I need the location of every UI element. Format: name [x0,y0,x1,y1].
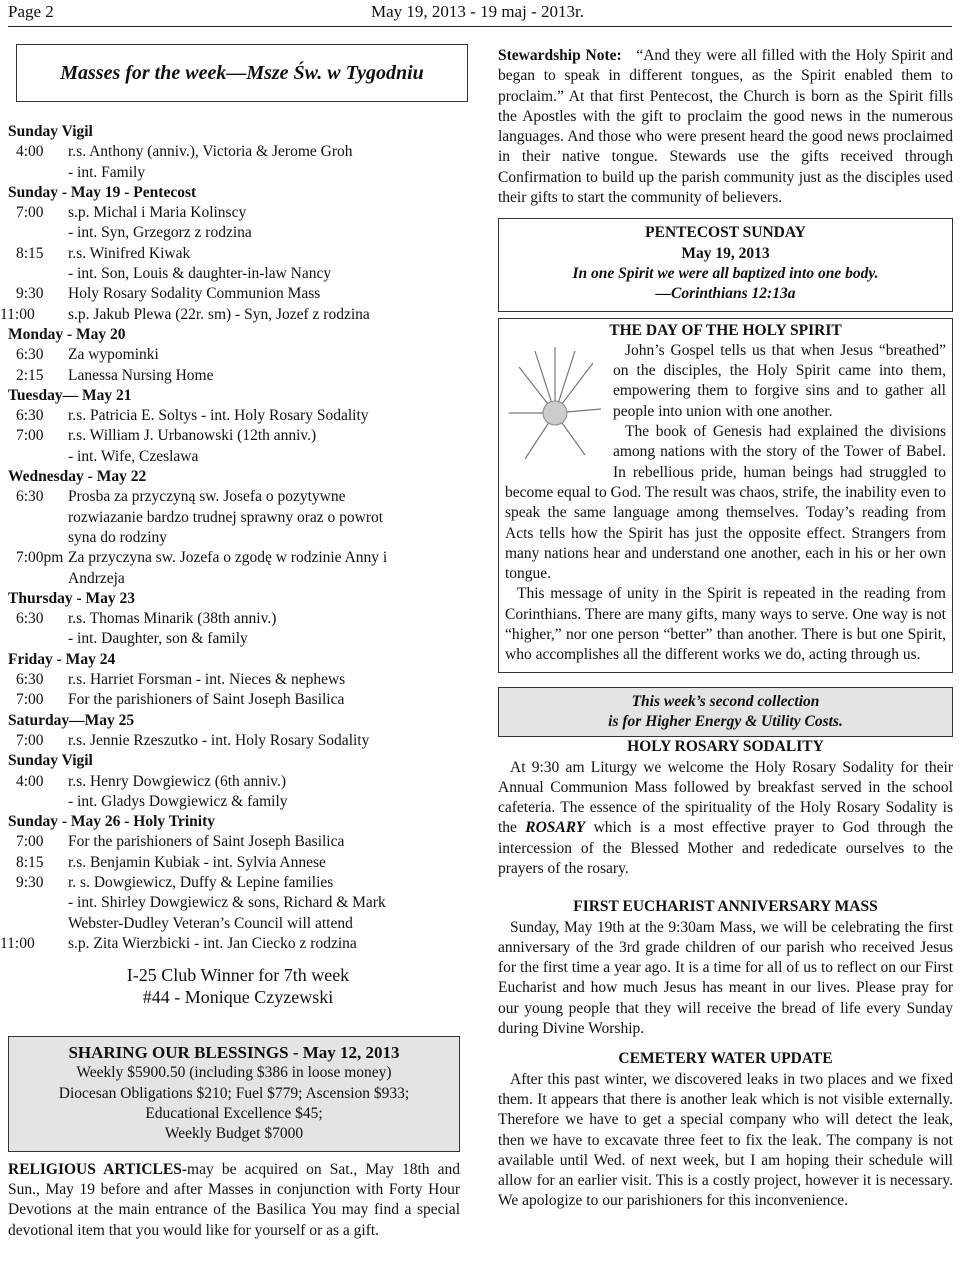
cemetery-text: After this past winter, we discovered leaks in two places and we fixed them. It appears that there is another leak which is not visible externally. Therefore we have to get a special company who will detect the leak, then we have to excavate three feet to fix the leak. The company is not available until Wed. of next week, but I am hoping their schedule will allow for an earlier visit. This is a costly project, however it is necessary. We apologize to our parishioners for this inconvenience. [498,1070,953,1210]
religious-articles-text: may be acquired on Sat., May 18th and Sun., May 19 before and after Masses in conjunction with Forty Hour Devotions at the main entrance of the Basilica You may find a special devotional item that you would like for yourself or as a gift. [8,1160,461,1239]
sharing-line: Weekly Budget $7000 [164,1125,304,1143]
sharing-line: Diocesan Obligations $210; Fuel $779; Ascension $933; [58,1084,410,1102]
mass-time: 4:00 [16,772,44,790]
mass-day-heading: Wednesday - May 22 [8,468,147,486]
mass-intention-line: r.s. Patricia E. Soltys - int. Holy Rosary Sodality [68,407,369,425]
sharing-blessings-box [8,1036,460,1151]
mass-day-heading: Sunday Vigil [8,123,93,140]
mass-entry [8,244,468,285]
holy-spirit-p2: The book of Genesis had explained the divisions among nations with the story of the Tower of Babel. In rebellious pride, human beings had struggled to become equal to God. The result was chaos, strife, the inability even to speak the same language among themselves. Today’s reading from Acts tells how the Spirit has just the opposite effect. Strangers from many nations hear and understand one another, each in his or her own tongue. [505,423,946,583]
mass-entry [8,284,468,304]
pentecost-cite: —Corinthians 12:13a [655,285,796,303]
eucharist-title: FIRST EUCHARIST ANNIVERSARY MASS [573,898,878,916]
mass-intention-line: r.s. Henry Dowgiewicz (6th anniv.) [68,772,287,790]
left-column [0,44,468,1241]
mass-intention [68,873,468,934]
mass-intention-line: - int. Family [68,163,146,181]
mass-intention [68,487,468,548]
mass-entry [8,690,468,710]
second-collection-box [498,687,953,738]
mass-time: 7:00 [16,204,44,222]
mass-entry [0,305,468,325]
mass-intention-line: Webster-Dudley Veteran’s Council will attend [68,914,353,932]
rosary-text [498,758,953,880]
mass-day-heading: Thursday - May 23 [8,589,136,607]
holy-spirit-title: THE DAY OF THE HOLY SPIRIT [609,321,842,339]
mass-time: 11:00 [0,305,35,323]
mass-time: 9:30 [16,873,44,891]
mass-day-heading: Friday - May 24 [8,650,116,668]
club-winner-line1: I-25 Club Winner for 7th week [126,965,350,986]
mass-time: 2:15 [16,366,44,384]
stewardship-text: “And they were all filled with the Holy Spirit and began to speak in different tongues, as the Spirit enabled them to proclaim.” At that first Pentecost, the Church is born as the Spirit fills the Apostles with the gift to proclaim the good news in the numerous languages. And those who were present heard the good news proclaimed in their native tongue. Stewards use the gifts received through Confirmation to build up the parish community just as the disciples used their gifts to start the community of believers. [498,47,954,207]
mass-intention-line: - int. Daughter, son & family [68,630,248,648]
mass-time: 7:00pm [16,549,64,567]
mass-entry [8,406,468,426]
mass-day-heading: Saturday—May 25 [8,711,135,729]
mass-entry [8,487,468,548]
mass-time: 6:30 [16,610,44,628]
right-column [498,46,953,1212]
mass-intention [68,203,468,244]
mass-intention-line: r.s. Anthony (anniv.), Victoria & Jerome Groh [68,143,353,161]
mass-entry [8,609,468,650]
mass-entry [8,873,468,934]
cemetery-title: CEMETERY WATER UPDATE [618,1050,833,1068]
mass-time: 7:00 [16,691,44,709]
mass-intention-line: - int. Syn, Grzegorz z rodzina [68,224,252,242]
mass-intention [68,548,468,589]
mass-intention [68,609,468,650]
masses-title-box [16,44,468,102]
mass-entry [8,203,468,244]
mass-time: 6:30 [16,671,44,689]
pentecost-quote: In one Spirit we were all baptized into one body. [572,264,879,282]
rosary-title: HOLY ROSARY SODALITY [627,738,824,756]
bulletin-date: May 19, 2013 - 19 maj - 2013r. [371,2,584,21]
mass-intention-line: rozwiazanie bardzo trudnej sprawny oraz o powrot [68,508,384,526]
mass-intention-line: - int. Gladys Dowgiewicz & family [68,792,288,810]
pentecost-date: May 19, 2013 [681,244,770,262]
mass-intention-line: Andrzeja [68,569,125,587]
sharing-title: SHARING OUR BLESSINGS - May 12, 2013 [68,1043,400,1063]
mass-time: 6:30 [16,488,44,506]
mass-intention-line: For the parishioners of Saint Joseph Basilica [68,691,345,709]
mass-entry [8,548,468,589]
mass-time: 8:15 [16,853,44,871]
mass-intention [68,772,468,813]
religious-articles [8,1160,468,1241]
mass-time: 11:00 [0,934,35,952]
mass-intention [68,690,468,710]
mass-entry [8,366,468,386]
stewardship-note [498,46,953,208]
dove-icon [505,343,605,467]
mass-entry [8,142,468,183]
pentecost-title: PENTECOST SUNDAY [645,224,806,242]
page-number: Page 2 [8,2,54,21]
mass-intention [68,853,468,873]
religious-articles-lead: RELIGIOUS ARTICLES- [8,1160,188,1178]
mass-intention [68,305,468,325]
collection-line2: is for Higher Energy & Utility Costs. [608,712,843,730]
mass-time: 9:30 [16,285,44,303]
mass-intention [68,366,468,386]
mass-time: 8:15 [16,244,44,262]
mass-intention [68,142,468,183]
mass-time: 6:30 [16,346,44,364]
mass-intention [68,426,468,467]
sharing-line: Educational Excellence $45; [145,1105,323,1123]
stewardship-lead: Stewardship Note: [498,47,622,64]
mass-intention-line: r.s. William J. Urbanowski (12th anniv.) [68,427,317,445]
mass-intention-line: r.s. Winifred Kiwak [68,244,191,262]
mass-intention-line: r.s. Thomas Minarik (38th anniv.) [68,610,277,628]
sharing-line: Weekly $5900.50 (including $386 in loose money) [76,1064,392,1082]
mass-intention-line: - int. Son, Louis & daughter-in-law Nancy [68,265,332,283]
holy-spirit-p3: This message of unity in the Spirit is repeated in the reading from Corinthians. There are many gifts, many ways to serve. One way is not “higher,” nor one person “better” than another. There is but one Spirit, who accomplishes all the different works we do, acting through us. [505,585,946,664]
rosary-text-post: which is a most effective prayer to God through the intercession of the Blessed Mother and rededicate ourselves to the prayers of the rosary. [498,819,954,877]
mass-entry [8,832,468,852]
mass-intention-line: r.s. Harriet Forsman - int. Nieces & nephews [68,671,346,689]
mass-time: 7:00 [16,427,44,445]
club-winner [8,964,468,1008]
mass-intention-line: Lanessa Nursing Home [68,366,214,384]
mass-time: 7:00 [16,833,44,851]
mass-intention-line: syna do rodziny [68,528,168,546]
masses-title: Masses for the week—Msze Św. w Tygodniu [60,61,424,84]
mass-time: 6:30 [16,407,44,425]
mass-intention-line: Prosba za przyczyną sw. Josefa o pozytywne [68,488,346,506]
holy-spirit-box [498,318,953,673]
mass-intention-line: s.p. Jakub Plewa (22r. sm) - Syn, Jozef z rodzina [68,305,370,323]
holy-spirit-p1: John’s Gospel tells us that when Jesus “breathed” on the disciples, the Holy Spirit came into them, empowering them to forgive sins and to gather all people into union with one another. [613,341,946,420]
mass-entry [8,670,468,690]
mass-entry [8,426,468,467]
mass-intention [68,284,468,304]
header-rule [8,26,952,27]
mass-day-heading: Tuesday— May 21 [8,386,132,404]
mass-intention-line: Za przyczyna sw. Jozefa o zgodę w rodzinie Anny i [68,549,388,567]
mass-intention [68,244,468,285]
mass-entry [8,853,468,873]
mass-intention [68,406,468,426]
mass-entry [8,731,468,751]
mass-intention-line: r.s. Benjamin Kubiak - int. Sylvia Annese [68,853,326,871]
mass-day-heading: Sunday - May 26 - Holy Trinity [8,813,215,831]
mass-entry [8,345,468,365]
mass-intention-line: For the parishioners of Saint Joseph Basilica [68,833,345,851]
rosary-text-pre: At 9:30 am Liturgy we welcome the Holy Rosary Sodality for their Annual Communion Mass followed by breakfast served in the school cafeteria. The essence of the spirituality of the Holy Rosary Sodality is the [498,758,953,837]
mass-intention [68,934,468,954]
mass-intention-line: - int. Shirley Dowgiewicz & sons, Richard & Mark [68,894,386,912]
mass-day-heading: Sunday Vigil [8,752,93,770]
mass-entry [8,772,468,813]
mass-intention-line: Holy Rosary Sodality Communion Mass [68,285,321,303]
mass-intention-line: s.p. Michal i Maria Kolinscy [68,204,247,222]
mass-intention-line: r. s. Dowgiewicz, Duffy & Lepine families [68,873,334,891]
mass-day-heading: Monday - May 20 [8,325,126,343]
mass-entry [0,934,468,954]
mass-intention [68,832,468,852]
mass-intention-line: Za wypominki [68,346,159,364]
rosary-emphasis: ROSARY [525,819,586,837]
mass-time: 4:00 [16,143,44,161]
club-winner-line2: #44 - Monique Czyzewski [142,987,334,1008]
mass-intention [68,731,468,751]
mass-schedule [0,122,468,954]
mass-intention [68,670,468,690]
mass-intention-line: - int. Wife, Czeslawa [68,447,199,465]
collection-line1: This week’s second collection [631,692,820,710]
mass-intention [68,345,468,365]
eucharist-text: Sunday, May 19th at the 9:30am Mass, we will be celebrating the first anniversary of the 3rd grade children of our parish who received Jesus for the first time a year ago. It is a time for all of us to reflect on our First Eucharist and how much Jesus has meant in our lives. Please pray for our young people that they will receive the bread of life every Sunday during Divine Worship. [498,918,953,1038]
mass-time: 7:00 [16,731,44,749]
page-header [8,2,952,24]
mass-intention-line: s.p. Zita Wierzbicki - int. Jan Ciecko z rodzina [68,934,357,952]
pentecost-box [498,218,953,311]
mass-day-heading: Sunday - May 19 - Pentecost [8,183,197,201]
mass-intention-line: r.s. Jennie Rzeszutko - int. Holy Rosary Sodality [68,731,370,749]
